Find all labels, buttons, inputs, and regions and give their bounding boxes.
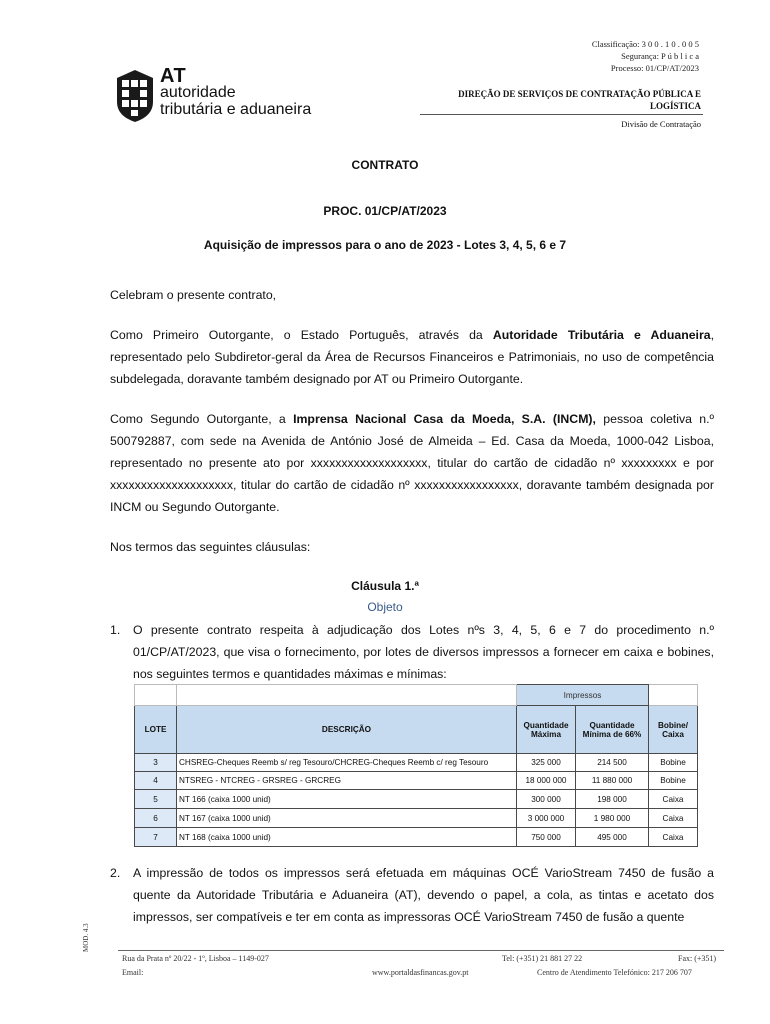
header-qmax: Quantidade Máxima (517, 706, 576, 754)
model-tag: MOD. 4.3 (82, 923, 90, 952)
clause-subtitle: Objeto (367, 600, 403, 614)
header-descricao: DESCRIÇÃO (177, 706, 517, 754)
header-bobine: Bobine/ Caixa (649, 706, 698, 754)
clause-title: Cláusula 1.ª (351, 579, 419, 593)
procedure-number: PROC. 01/CP/AT/2023 (323, 204, 447, 218)
item-2-number: 2. (110, 866, 121, 880)
footer-address: Rua da Prata nº 20/22 - 1º, Lisboa – 1149-027 (122, 954, 269, 963)
process-number: Processo: 01/CP/AT/2023 (610, 63, 699, 73)
item-2-text: A impressão de todos os impressos será efetuada em máquinas OCÉ VarioStream 7450 de fusão a quente da Autoridade Tributária e Aduaneira (AT), devendo o papel, a cola, as tintas e acetato dos impressos, ser compatíveis e ter em conta as impressoras OCÉ VarioStream 7450 de fusão a quente (133, 866, 714, 924)
table-row: 3 CHSREG-Cheques Reemb s/ reg Tesouro/CHCREG-Cheques Reemb c/ reg Tesouro 325 000 214 500 Bobine (135, 754, 698, 772)
logo-line-1: autoridade (160, 84, 236, 101)
classification: Classificação: 3 0 0 . 1 0 . 0 0 5 (591, 39, 699, 49)
table-group-header: Impressos (517, 685, 649, 706)
header-qmin: Quantidade Mínima de 66% (576, 706, 649, 754)
table-row: 5 NT 166 (caixa 1000 unid) 300 000 198 000 Caixa (135, 790, 698, 809)
table-row: 7 NT 168 (caixa 1000 unid) 750 000 495 000 Caixa (135, 828, 698, 847)
item-1-number: 1. (110, 623, 121, 637)
clauses-intro: Nos termos das seguintes cláusulas: (110, 540, 311, 554)
lots-table (134, 684, 698, 847)
second-party-paragraph: Como Segundo Outorgante, a Imprensa Nacional Casa da Moeda, S.A. (INCM), pessoa coletiva n.º 500792887, com sede na Avenida de António José de Almeida – Ed. Casa da Moeda, 1000-042 Lisboa, representado no presente ato por xxxxxxxxxxxxxxxxxxx, titular do cartão de cidadão nº xxxxxxxxx e por xxxxxxxxxxxxxxxxxxxx, titular do cartão de cidadão nº xxxxxxxxxxxxxxxxx, doravante também designada por INCM ou Segundo Outorgante. (110, 412, 714, 514)
division-name: Divisão de Contratação (621, 119, 701, 129)
intro-paragraph: Celebram o presente contrato, (110, 288, 277, 302)
document-meta (592, 38, 699, 74)
department-divider (420, 114, 703, 115)
security-level: Segurança: P ú b l i c a (621, 51, 699, 61)
footer-fax: Fax: (+351) (678, 954, 717, 963)
table-row: 6 NT 167 (caixa 1000 unid) 3 000 000 1 980 000 Caixa (135, 809, 698, 828)
footer-tel: Tel: (+351) 21 881 27 22 (502, 954, 583, 963)
logo-line-2: tributária e aduaneira (160, 101, 312, 118)
at-logo-emblem (113, 68, 157, 124)
table-row: 4 NTSREG - NTCREG - GRSREG - GRCREG 18 000 000 11 880 000 Bobine (135, 772, 698, 790)
footer-website[interactable]: www.portaldasfinancas.gov.pt (372, 968, 469, 977)
footer-call-center: Centro de Atendimento Telefónico: 217 206 707 (537, 968, 692, 977)
contract-subject: Aquisição de impressos para o ano de 2023 - Lotes 3, 4, 5, 6 e 7 (203, 238, 567, 252)
logo-abbr: AT (160, 65, 187, 87)
item-1-text: O presente contrato respeita à adjudicação dos Lotes nºs 3, 4, 5, 6 e 7 do procedimento n.º 01/CP/AT/2023, que visa o fornecimento, por lotes de diversos impressos a fornecer em caixa e bobines, nos seguintes termos e quantidades máximas e mínimas: (133, 623, 714, 681)
first-party-paragraph: Como Primeiro Outorgante, o Estado Português, através da Autoridade Tributária e Aduaneira, representado pelo Subdiretor-geral da Área de Recursos Financeiros e Patrimoniais, no uso de competência subdelegada, doravante também designado por AT ou Primeiro Outorgante. (110, 328, 715, 386)
document-title: CONTRATO (351, 158, 419, 172)
header-lote: LOTE (135, 706, 177, 754)
department-name: DIREÇÃO DE SERVIÇOS DE CONTRATAÇÃO PÚBLICA E LOGÍSTICA (458, 89, 701, 111)
footer-divider (118, 950, 724, 951)
footer-email: Email: (122, 968, 144, 977)
